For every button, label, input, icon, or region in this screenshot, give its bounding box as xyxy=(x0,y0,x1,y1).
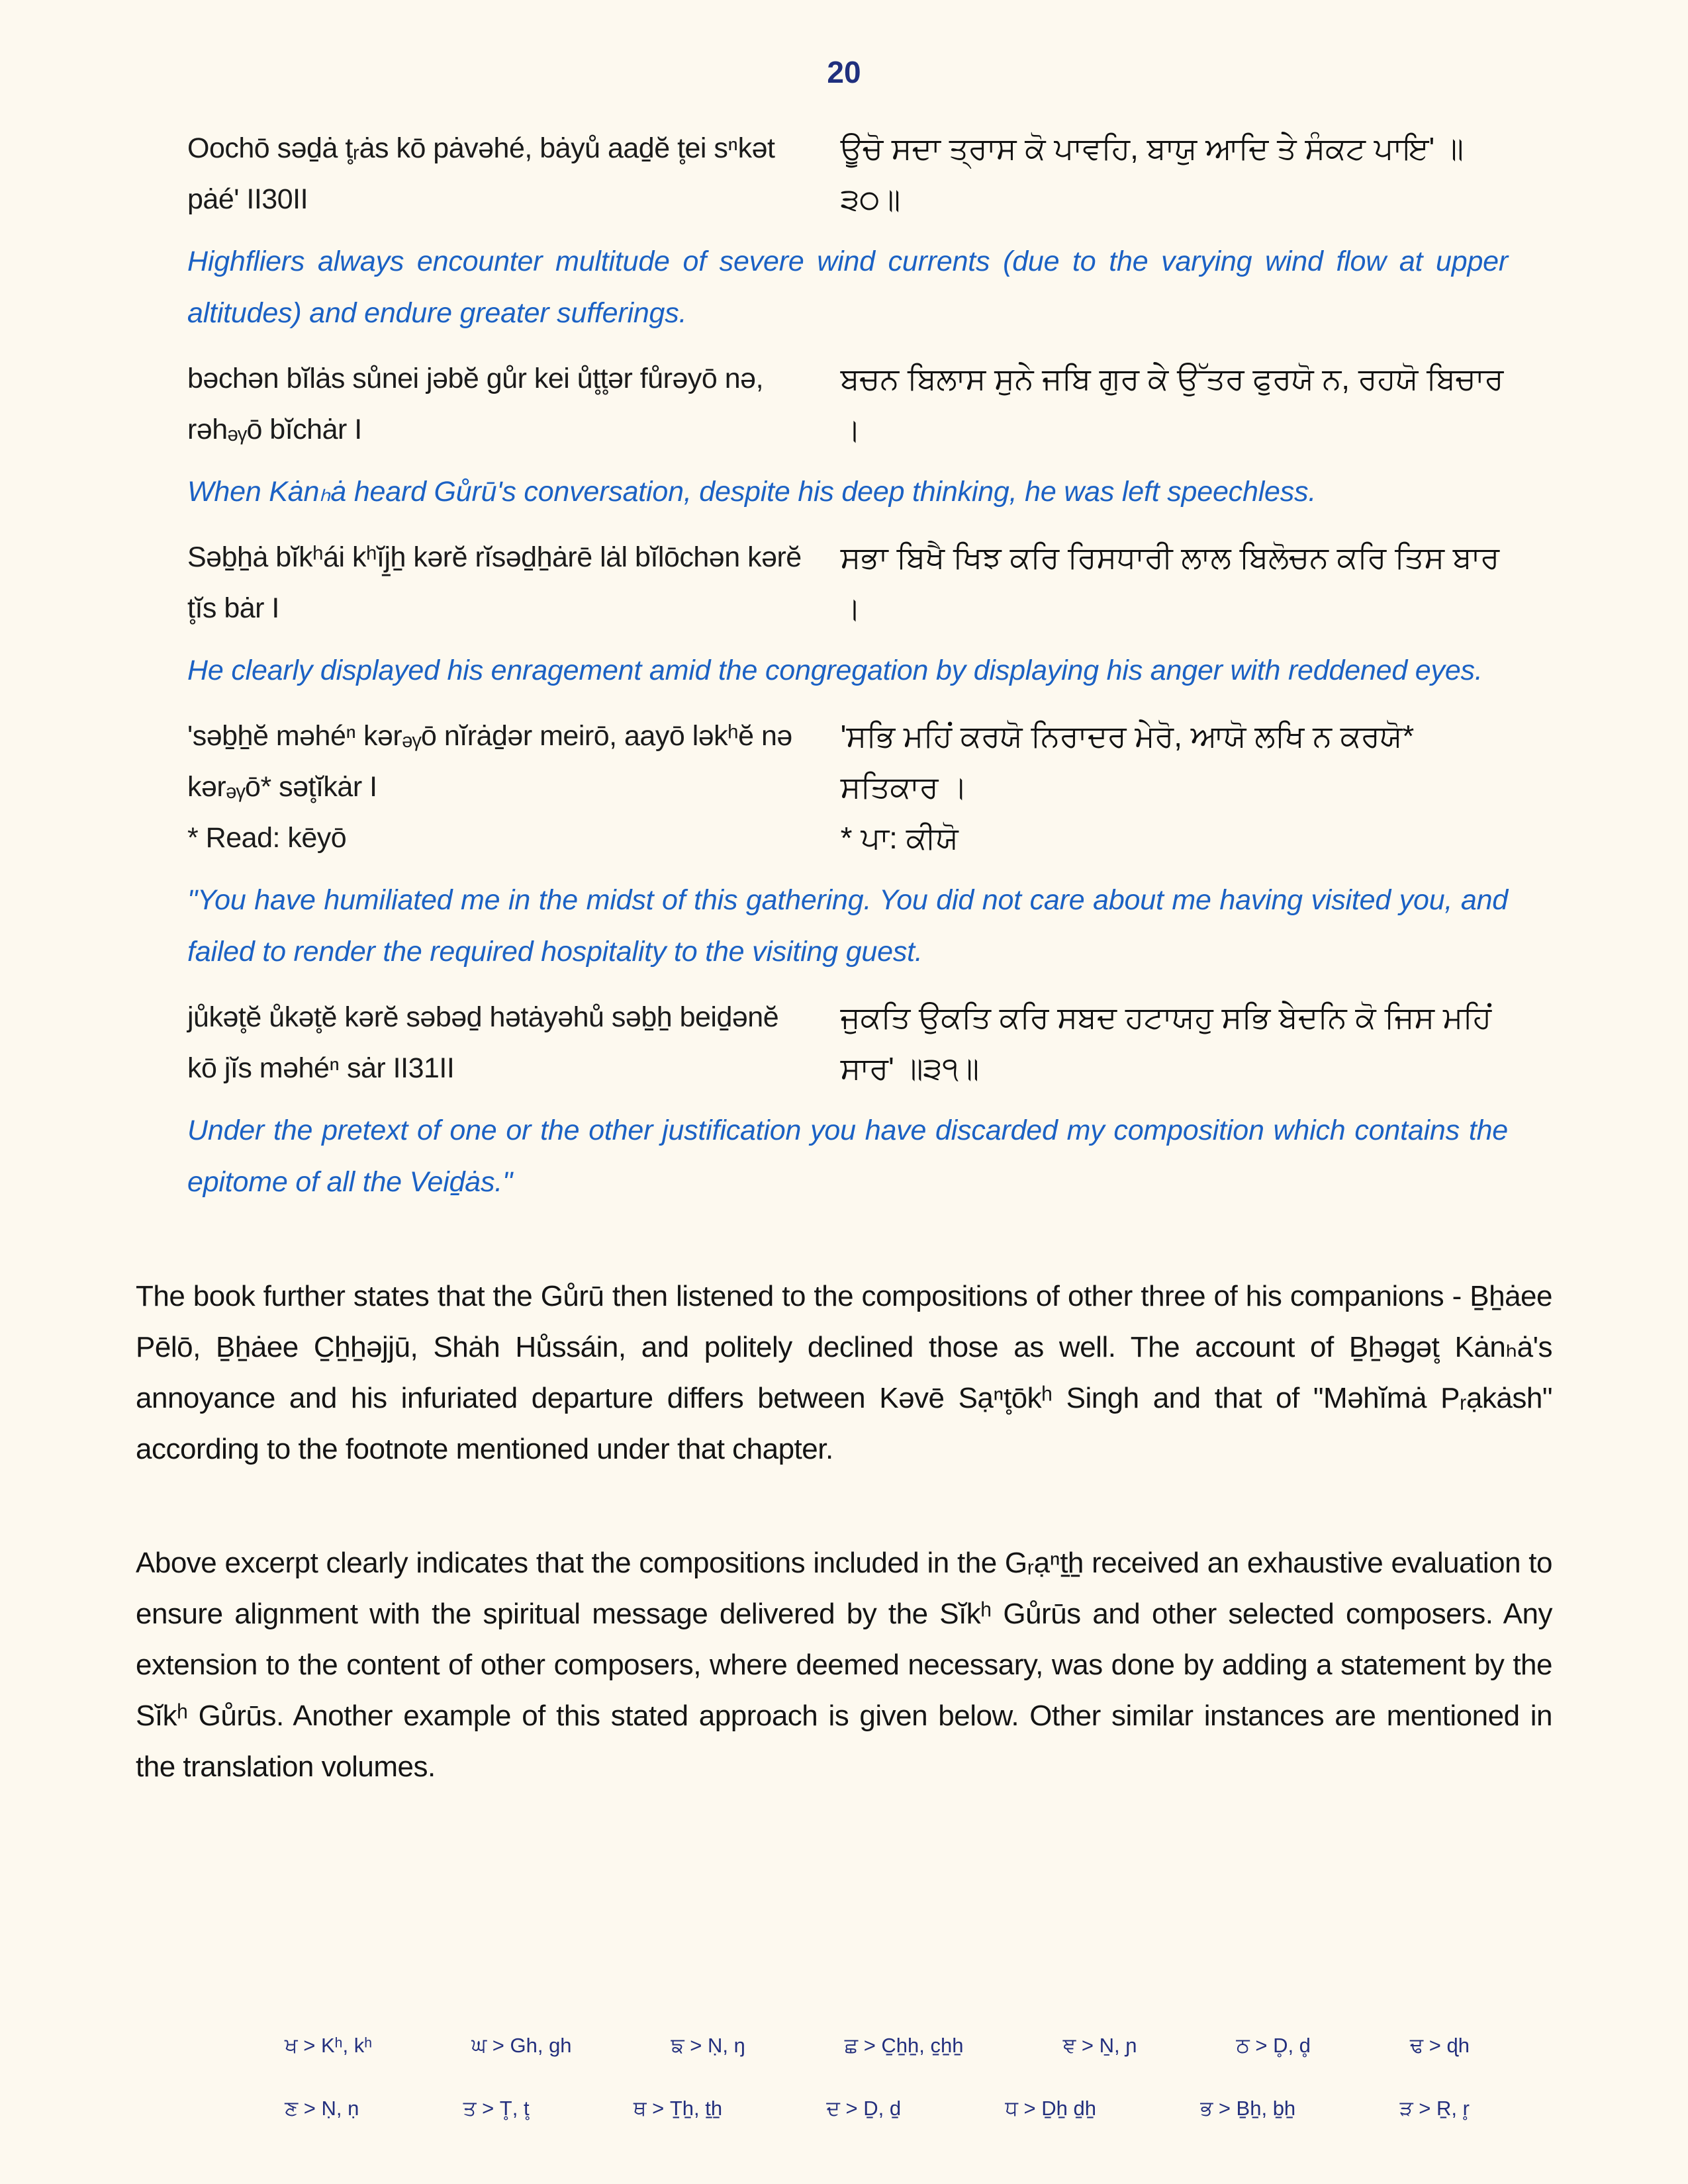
verse-transliteration: jůkət̥ĕ ůkət̥ĕ kərĕ səbəd̠ hətȧyəhů səb̠h̠ beid̠ənĕ kō jĭs məhéⁿ sȧr II31II xyxy=(187,1001,779,1084)
legend-item: ਧ > D̠h̠ d̠h̠ xyxy=(1005,2097,1096,2120)
legend-item: ਣ > Ṇ, ṇ xyxy=(285,2097,359,2120)
verse-gurmukhi: ਬਚਨ ਬਿਲਾਸ ਸੁਨੇ ਜਬਿ ਗੁਰ ਕੇ ਉੱਤਰ ਫੁਰਯੋ ਨ, ਰਹਯੋ ਬਿਚਾਰ । xyxy=(840,361,1504,447)
legend-item: ਤ > T̥, t̥ xyxy=(463,2097,530,2120)
legend-item: ਞ > Ṉ, ɲ xyxy=(1062,2034,1137,2057)
legend-row xyxy=(285,2034,1470,2058)
legend-item: ਘ > Gh, gh xyxy=(471,2034,572,2057)
legend-item: ਥ > T̠h̠, t̠h̠ xyxy=(633,2097,723,2120)
verse-row xyxy=(187,992,1513,1094)
verse-row xyxy=(187,123,1513,225)
legend-item: ੜ > R̠, r̥ xyxy=(1399,2097,1470,2120)
legend-row xyxy=(285,2097,1470,2121)
page-number: 20 xyxy=(827,55,861,89)
verse-transliteration: Səb̠h̠ȧ bĭkʰái kʰĭj̠h̠ kərĕ rĭsəd̠h̠ȧrē lȧl bĭlōchən kərĕ t̥ĭs bȧr I xyxy=(187,541,802,624)
verse-translation: When Kȧnₕȧ heard Gůrū's conversation, despite his deep thinking, he was left speechless. xyxy=(187,476,1317,508)
paragraph: Above excerpt clearly indicates that the compositions included in the Gᵣạⁿt̠h̠ received an exhaustive evaluation to ensure alignment with the spiritual message delivered by the Sĭkʰ Gůrūs and other selected composers. Any extension to the content of other composers, where deemed necessary, was done by adding a statement by the Sĭkʰ Gůrūs. Another example of this stated approach is given below. Other similar instances are mentioned in the translation volumes. xyxy=(136,1547,1552,1783)
legend-item: ਛ > C̠h̠h̠, c̠h̠h̠ xyxy=(844,2034,964,2057)
verse-transliteration xyxy=(187,711,814,864)
verse-transliteration-text: 'səb̠h̠ĕ məhéⁿ kərₔᵧō nĭrȧd̠ər meirō, aayō ləkʰĕ nə kərₔᵧō* sət̥ĭkȧr I xyxy=(187,720,792,803)
legend-item: ਙ > Ṇ, ŋ xyxy=(671,2034,745,2057)
verse-gurmukhi-note: * ਪਾ: ਕੀਯੋ xyxy=(840,821,959,855)
body-text-section xyxy=(136,1271,1552,1792)
verse-gurmukhi: ਊਚੋ ਸਦਾ ਤ੍ਰਾਸ ਕੋ ਪਾਵਹਿ, ਬਾਯੁ ਆਦਿ ਤੇ ਸੰਕਟ ਪਾਇ' ॥੩੦॥ xyxy=(840,131,1464,216)
verse-transliteration: bəchən bĭlȧs sůnei jəbĕ gůr kei ůt̥t̥ər fůrəyō nə, rəhₔᵧō bĭchȧr I xyxy=(187,363,764,445)
verse-translation: "You have humiliated me in the midst of this gathering. You did not care about me having visited you, and failed to render the required hospitality to the visiting guest. xyxy=(187,884,1508,968)
legend-item: ਠ > D̥, d̥ xyxy=(1236,2034,1311,2057)
legend-item: ਦ > D̠, d̠ xyxy=(826,2097,902,2120)
verse-transliteration-note: * Read: kēyō xyxy=(187,822,347,854)
verse-translation: Under the pretext of one or the other justification you have discarded my composition which contains the epitome of all the Veid̠ȧs." xyxy=(187,1115,1508,1198)
verse-translation: Highfliers always encounter multitude of severe wind currents (due to the varying wind flow at upper altitudes) and endure greater sufferings. xyxy=(187,246,1508,329)
verse-row xyxy=(187,353,1513,455)
paragraph: The book further states that the Gůrū then listened to the compositions of other three of his companions - B̠h̠ȧee Pēlō, B̠h̠ȧee C̠h̠h̠əjjū, Shȧh Hůssáin, and politely declined those as well. The account of B̠h̠əgət̥ Kȧnₕȧ's annoyance and his infuriated departure differs between Kəvē Sạⁿt̥ōkʰ Singh and that of "Məhĭmȧ Pᵣạkȧsh" according to the footnote mentioned under that chapter. xyxy=(136,1280,1552,1465)
verse-transliteration: Oochō səd̠ȧ t̥ᵣȧs kō pȧvəhé, bȧyů aad̠ĕ t̥ei sⁿkət pȧé' II30II xyxy=(187,132,775,215)
verse-translation: He clearly displayed his enragement amid the congregation by displaying his anger with reddened eyes. xyxy=(187,655,1483,686)
verse-gurmukhi-text: 'ਸਭਿ ਮਹਿਂ ਕਰਯੋ ਨਿਰਾਦਰ ਮੇਰੋ, ਆਯੋ ਲਖਿ ਨ ਕਰਯੋ* ਸਤਿਕਾਰ । xyxy=(840,719,1415,804)
legend-item: ਖ > Kʰ, kʰ xyxy=(285,2034,373,2057)
verse-row xyxy=(187,532,1513,634)
verse-gurmukhi: ਜੁਕਤਿ ਉਕਤਿ ਕਰਿ ਸਬਦ ਹਟਾਯਹੁ ਸਭਿ ਬੇਦਨਿ ਕੋ ਜਿਸ ਮਹਿਂ ਸਾਰ' ॥੩੧॥ xyxy=(840,1000,1492,1085)
legend-item: ਭ > B̠h̠, b̠h̠ xyxy=(1200,2097,1296,2120)
verse-gurmukhi: ਸਭਾ ਬਿਖੈ ਖਿਝ ਕਰਿ ਰਿਸਧਾਰੀ ਲਾਲ ਬਿਲੋਚਨ ਕਰਿ ਤਿਸ ਬਾਰ । xyxy=(840,540,1500,625)
verse-gurmukhi xyxy=(841,711,1513,864)
verse-row xyxy=(187,711,1513,864)
phonetic-legend xyxy=(285,1995,1470,2121)
legend-item: ਢ > ɖh xyxy=(1409,2034,1470,2057)
poetry-section xyxy=(187,123,1513,1208)
